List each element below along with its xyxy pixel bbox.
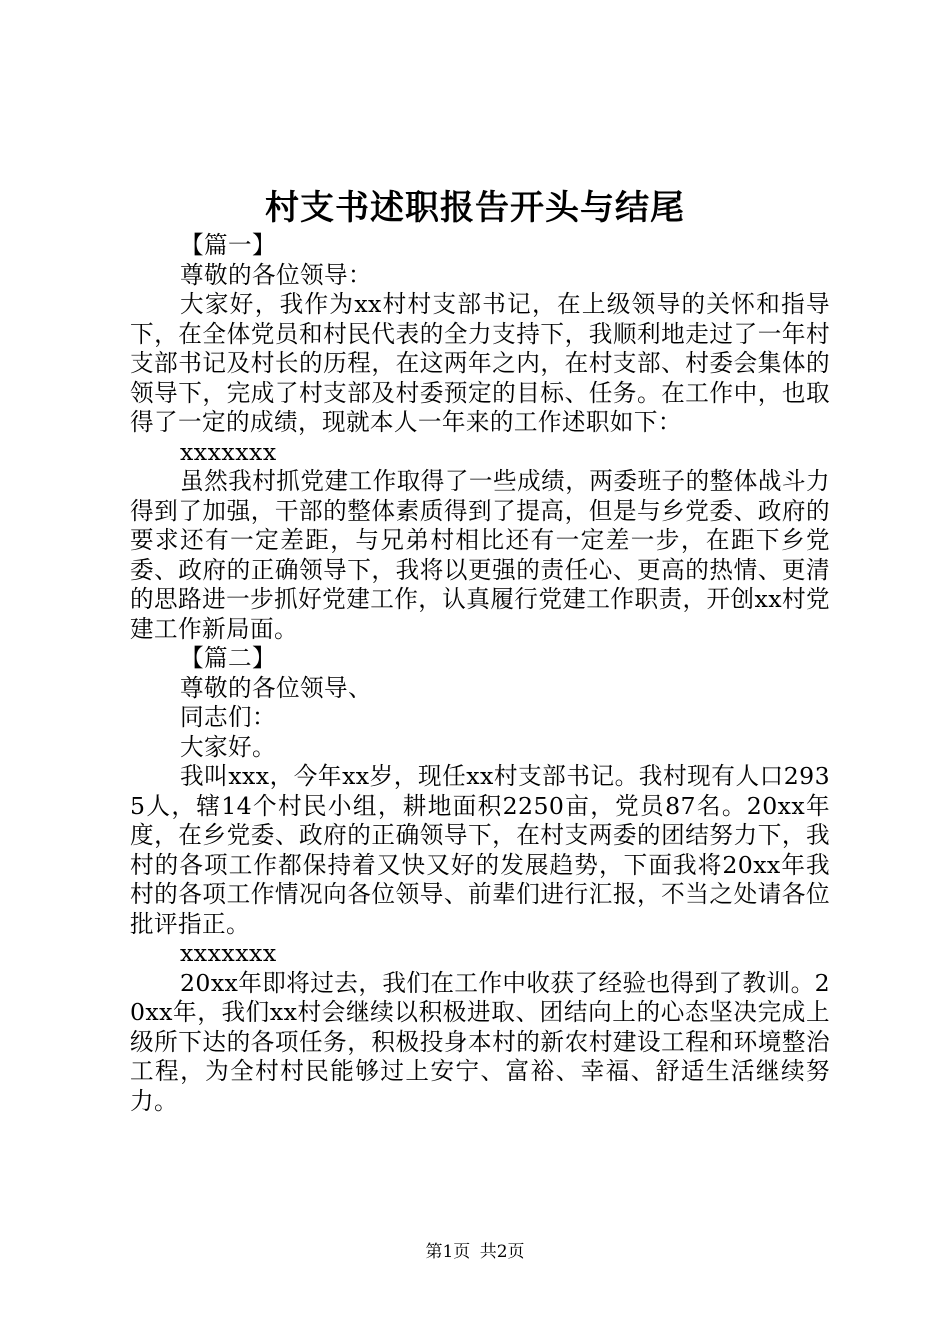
body-paragraph: 20xx年即将过去，我们在工作中收获了经验也得到了教训。20xx年，我们xx村会继续以积极进取、团结向上的心态坚决完成上级所下达的各项任务，积极投身本村的新农村建设工程和环境整治工程，为全村村民能够过上安宁、富裕、幸福、舒适生活继续努力。	[130, 968, 830, 1115]
body-paragraph: 大家好，我作为xx村村支部书记，在上级领导的关怀和指导下，在全体党员和村民代表的全力支持下，我顺利地走过了一年村支部书记及村长的历程，在这两年之内，在村支部、村委会集体的领导下，完成了村支部及村委预定的目标、任务。在工作中，也取得了一定的成绩，现就本人一年来的工作述职如下：	[130, 290, 830, 436]
body-paragraph: 虽然我村抓党建工作取得了一些成绩，两委班子的整体战斗力得到了加强，干部的整体素质得到了提高，但是与乡党委、政府的要求还有一定差距，与兄弟村相比还有一定差一步，在距下乡党委、政府的正确领导下，我将以更强的责任心、更高的热情、更清的思路进一步抓好党建工作，认真履行党建工作职责，开创xx村党建工作新局面。	[130, 467, 830, 643]
placeholder-marker: xxxxxxx	[180, 939, 277, 967]
page-footer	[0, 1240, 950, 1264]
total-page-count: 共2页	[479, 1242, 525, 1262]
salutation: 尊敬的各位领导、	[180, 673, 372, 702]
section-heading-1: 【篇一】	[180, 231, 276, 259]
body-paragraph: 我叫xxx，今年xx岁，现任xx村支部书记。我村现有人口2935人，辖14个村民小组，耕地面积2250亩，党员87名。20xx年度，在乡党委、政府的正确领导下，在村支两委的团结努力下，我村的各项工作都保持着又快又好的发展趋势，下面我将20xx年我村的各项工作情况向各位领导、前辈们进行汇报，不当之处请各位批评指正。	[130, 762, 830, 938]
document-body	[130, 231, 830, 1116]
current-page-number: 第1页	[425, 1242, 471, 1262]
salutation: 同志们：	[180, 703, 276, 731]
greeting: 大家好。	[180, 732, 276, 761]
salutation: 尊敬的各位领导：	[180, 260, 372, 289]
placeholder-marker: xxxxxxx	[180, 437, 277, 466]
document-title: 村支书述职报告开头与结尾	[265, 188, 685, 228]
section-heading-2: 【篇二】	[180, 644, 276, 672]
